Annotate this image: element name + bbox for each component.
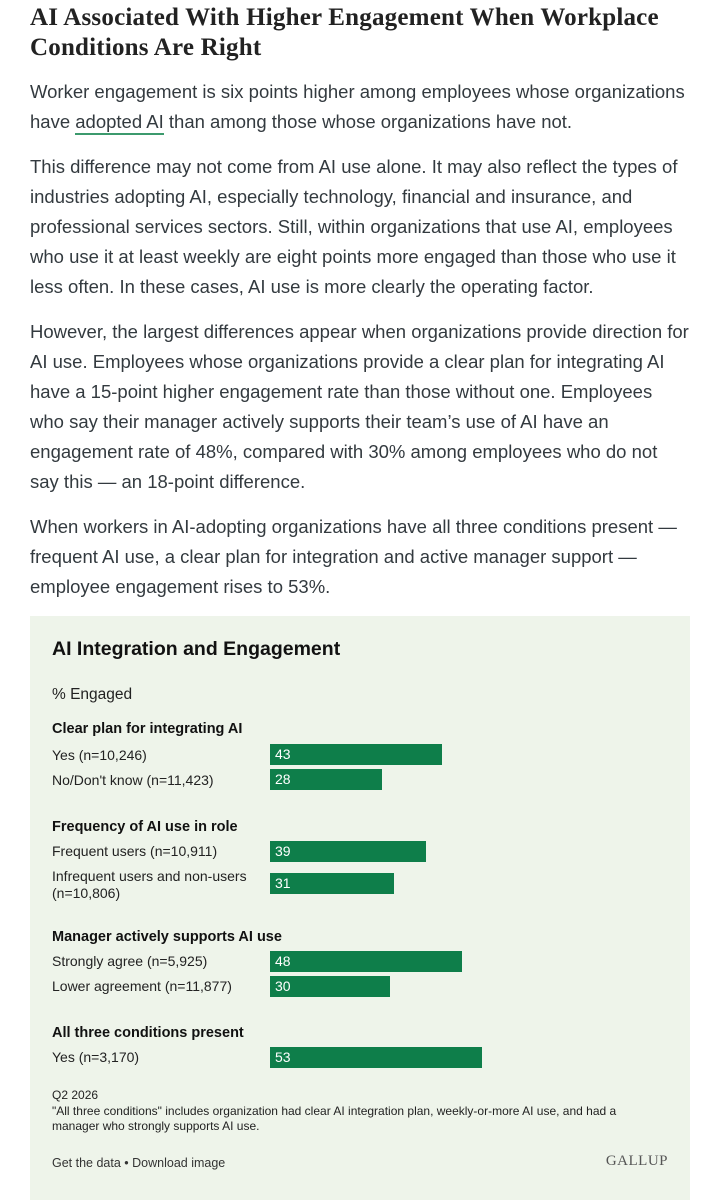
- group-title: Clear plan for integrating AI: [52, 721, 243, 737]
- chart-actions: [52, 1156, 225, 1170]
- bar-value-label: 48: [275, 953, 291, 969]
- bar-label: No/Don't know (n=11,423): [52, 772, 214, 788]
- download-image-link[interactable]: Download image: [132, 1156, 226, 1170]
- paragraph-2: This difference may not come from AI use alone. It may also reflect the types of industries adopting AI, especially technology, financial and insurance, and professional services sectors. Still, within organizations that use AI, employees who use it at least weekly are eight points more engaged than those who use it less often. In these cases, AI use is more clearly the operating factor.: [30, 156, 678, 297]
- bar: [270, 744, 442, 765]
- bar-label: Lower agreement (n=11,877): [52, 978, 232, 994]
- bar-label: Infrequent users and non-users (n=10,806): [52, 868, 247, 901]
- bar-label: Yes (n=10,246): [52, 747, 147, 763]
- paragraph-3: However, the largest differences appear when organizations provide direction for AI use. Employees whose organizations provide a clear plan for integrating AI have a 15-point higher engagement rate than those without one. Employees who say their manager actively supports their team’s use of AI have an engagement rate of 48%, compared with 30% among employees who do not say this — an 18-point difference.: [30, 321, 689, 492]
- bar-value-label: 53: [275, 1049, 291, 1065]
- bar: [270, 951, 462, 972]
- group-title: All three conditions present: [52, 1025, 244, 1041]
- chart-card: [30, 616, 690, 1200]
- actions-separator: •: [120, 1156, 133, 1170]
- paragraph-4: When workers in AI-adopting organizations have all three conditions present — frequent AI use, a clear plan for integration and active manager support — employee engagement rises to 53%.: [30, 516, 677, 597]
- chart-footnote-date: Q2 2026: [52, 1088, 99, 1102]
- bar-label: Yes (n=3,170): [52, 1049, 140, 1065]
- bar: [270, 1047, 482, 1068]
- bar-value-label: 28: [275, 771, 291, 787]
- group-title: Frequency of AI use in role: [52, 819, 238, 835]
- chart-unit-label: % Engaged: [52, 686, 133, 703]
- bar-label: Frequent users (n=10,911): [52, 843, 218, 859]
- bar-value-label: 39: [275, 843, 291, 859]
- article-headline: AI Associated With Higher Engagement When Workplace Conditions Are Right: [30, 4, 659, 61]
- group-title: Manager actively supports AI use: [52, 929, 282, 945]
- bar: [270, 976, 390, 997]
- bar: [270, 873, 394, 894]
- bar-value-label: 43: [275, 746, 291, 762]
- bar: [270, 769, 382, 790]
- paragraph-1: [30, 77, 690, 137]
- chart-footnote: "All three conditions" includes organization had clear AI integration plan, weekly-or-more AI use, and had a manager who strongly supports AI use.: [52, 1104, 617, 1133]
- chart-title: AI Integration and Engagement: [52, 638, 341, 660]
- bar: [270, 841, 426, 862]
- get-data-link[interactable]: Get the data: [52, 1156, 121, 1170]
- adopted-ai-link[interactable]: adopted AI: [75, 111, 163, 135]
- gallup-logo: GALLUP: [605, 1153, 668, 1169]
- paragraph-1-text-a: Worker engagement is six points higher among employees whose organizations have: [30, 81, 685, 132]
- paragraph-1-text-b: than among those whose organizations have not.: [163, 111, 573, 132]
- bar-label: Strongly agree (n=5,925): [52, 953, 208, 969]
- bar-value-label: 30: [275, 978, 291, 994]
- bar-value-label: 31: [275, 875, 291, 891]
